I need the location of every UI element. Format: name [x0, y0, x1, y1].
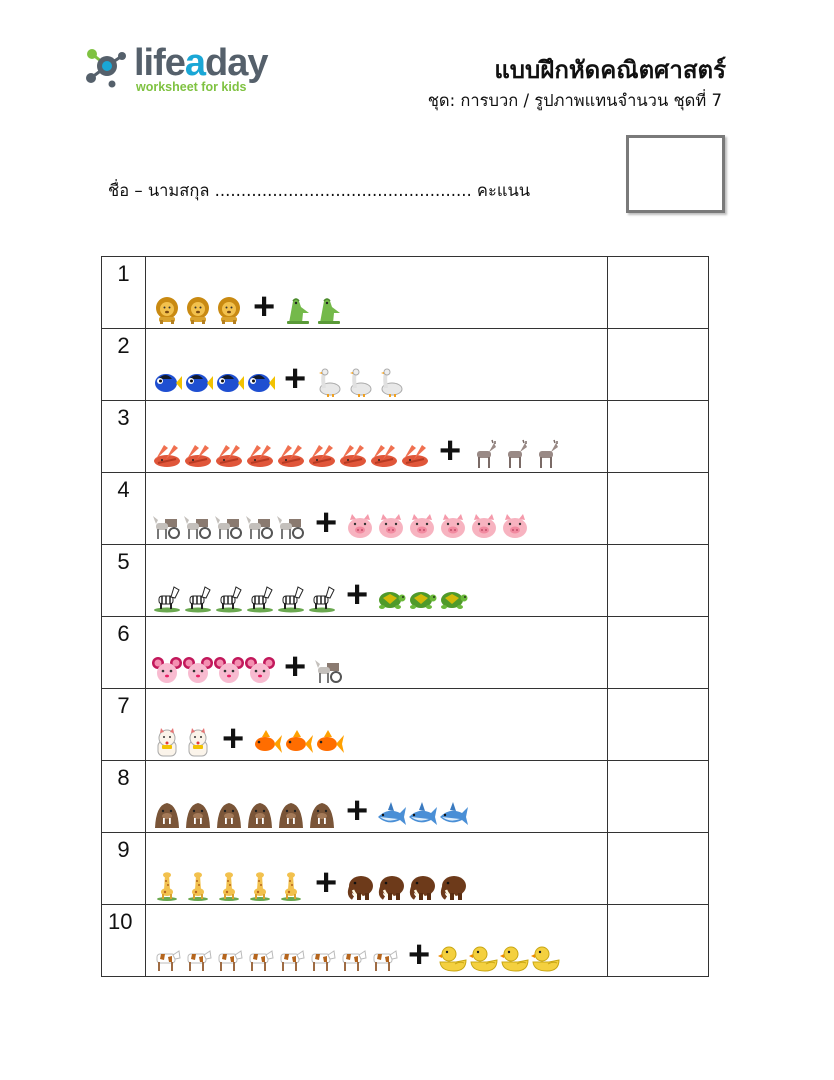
cow-icon	[152, 943, 182, 973]
duck-icon	[531, 943, 561, 973]
picture-equation	[152, 430, 562, 472]
problem-right-group	[469, 439, 562, 469]
problem-left-group	[152, 295, 245, 325]
mouse-icon	[183, 655, 213, 685]
lobster-icon	[214, 439, 244, 469]
lifeaday-logo	[82, 40, 282, 100]
answer-cell[interactable]	[608, 689, 709, 761]
logo-wordmark: lifeaday	[134, 42, 268, 84]
problem-number: 8	[102, 761, 146, 833]
pig-icon	[345, 511, 375, 541]
plus-sign: +	[314, 862, 338, 904]
pig-icon	[438, 511, 468, 541]
problem-pictures	[145, 545, 607, 617]
problem-pictures	[145, 905, 607, 977]
worksheet-subtitle: ชุด: การบวก / รูปภาพแทนจำนวน ชุดที่ 7	[427, 91, 722, 110]
walrus-icon	[152, 799, 182, 829]
problem-right-group	[376, 583, 469, 613]
problem-row	[102, 473, 709, 545]
lobster-icon	[400, 439, 430, 469]
problem-right-group	[252, 727, 345, 757]
lobster-icon	[152, 439, 182, 469]
giraffe-icon	[152, 871, 182, 901]
donkey-cart-icon	[276, 511, 306, 541]
zebra-icon	[276, 583, 306, 613]
pig-icon	[500, 511, 530, 541]
problem-left-group	[152, 871, 307, 901]
lucky-cat-icon	[152, 727, 182, 757]
duck-icon	[469, 943, 499, 973]
problem-right-group	[314, 655, 345, 685]
donkey-icon	[500, 439, 530, 469]
problem-left-group	[152, 583, 338, 613]
pig-icon	[407, 511, 437, 541]
mammoth-icon	[345, 871, 375, 901]
answer-cell[interactable]	[608, 329, 709, 401]
problem-number: 5	[102, 545, 146, 617]
problem-number: 6	[102, 617, 146, 689]
zebra-icon	[183, 583, 213, 613]
cow-icon	[307, 943, 337, 973]
duck-icon	[438, 943, 468, 973]
plus-sign: +	[345, 790, 369, 832]
plus-sign: +	[407, 934, 431, 976]
zebra-icon	[152, 583, 182, 613]
problem-number: 7	[102, 689, 146, 761]
answer-cell[interactable]	[608, 401, 709, 473]
lobster-icon	[276, 439, 306, 469]
shark-icon	[438, 799, 468, 829]
mouse-icon	[214, 655, 244, 685]
pig-icon	[376, 511, 406, 541]
lucky-cat-icon	[183, 727, 213, 757]
problem-pictures	[145, 761, 607, 833]
fish-icon	[245, 367, 275, 397]
picture-equation	[152, 790, 469, 832]
lion-icon	[183, 295, 213, 325]
problem-left-group	[152, 799, 338, 829]
problem-row	[102, 329, 709, 401]
walrus-icon	[183, 799, 213, 829]
donkey-cart-icon	[152, 511, 182, 541]
answer-cell[interactable]	[608, 617, 709, 689]
goldfish-icon	[252, 727, 282, 757]
problem-right-group	[283, 295, 345, 325]
goldfish-icon	[314, 727, 344, 757]
cow-icon	[369, 943, 399, 973]
plus-sign: +	[252, 286, 276, 328]
cow-icon	[183, 943, 213, 973]
problem-left-group	[152, 439, 431, 469]
problem-number: 4	[102, 473, 146, 545]
walrus-icon	[276, 799, 306, 829]
lion-icon	[214, 295, 244, 325]
problem-row	[102, 833, 709, 905]
problem-pictures	[145, 689, 607, 761]
answer-cell[interactable]	[608, 473, 709, 545]
cow-icon	[276, 943, 306, 973]
picture-equation	[152, 862, 469, 904]
turtle-icon	[407, 583, 437, 613]
worksheet-title: แบบฝึกหัดคณิตศาสตร์	[494, 56, 726, 84]
student-name-line[interactable]: ชื่อ – นามสกุล ................................................. คะแนน	[108, 181, 531, 200]
goldfish-icon	[283, 727, 313, 757]
problem-left-group	[152, 367, 276, 397]
problem-pictures	[145, 329, 607, 401]
problem-row	[102, 689, 709, 761]
crocodile-icon	[283, 295, 313, 325]
cow-icon	[214, 943, 244, 973]
problem-row	[102, 545, 709, 617]
walrus-icon	[214, 799, 244, 829]
problem-right-group	[314, 367, 407, 397]
walrus-icon	[245, 799, 275, 829]
goose-icon	[314, 367, 344, 397]
fish-icon	[152, 367, 182, 397]
walrus-icon	[307, 799, 337, 829]
answer-cell[interactable]	[608, 905, 709, 977]
problem-left-group	[152, 655, 276, 685]
goose-icon	[345, 367, 375, 397]
picture-equation	[152, 646, 345, 688]
problem-row	[102, 401, 709, 473]
problem-number: 1	[102, 257, 146, 329]
picture-equation	[152, 358, 407, 400]
problem-right-group	[438, 943, 562, 973]
lobster-icon	[183, 439, 213, 469]
problem-right-group	[345, 871, 469, 901]
lion-icon	[152, 295, 182, 325]
donkey-cart-icon	[214, 511, 244, 541]
lobster-icon	[338, 439, 368, 469]
giraffe-icon	[183, 871, 213, 901]
problem-left-group	[152, 511, 307, 541]
donkey-icon	[531, 439, 561, 469]
mammoth-icon	[438, 871, 468, 901]
mouse-icon	[245, 655, 275, 685]
problem-pictures	[145, 833, 607, 905]
problem-table	[101, 256, 709, 977]
answer-cell[interactable]	[608, 833, 709, 905]
zebra-icon	[214, 583, 244, 613]
turtle-icon	[438, 583, 468, 613]
problem-pictures	[145, 401, 607, 473]
problem-row	[102, 905, 709, 977]
plus-sign: +	[283, 358, 307, 400]
problem-number: 10	[102, 905, 146, 977]
picture-equation	[152, 502, 531, 544]
giraffe-icon	[245, 871, 275, 901]
zebra-icon	[245, 583, 275, 613]
plus-sign: +	[345, 574, 369, 616]
picture-equation	[152, 718, 345, 760]
problem-left-group	[152, 727, 214, 757]
turtle-icon	[376, 583, 406, 613]
problem-number: 9	[102, 833, 146, 905]
goose-icon	[376, 367, 406, 397]
plus-sign: +	[438, 430, 462, 472]
donkey-cart-icon	[183, 511, 213, 541]
molecule-logo-icon	[82, 42, 132, 90]
answer-cell[interactable]	[608, 761, 709, 833]
mammoth-icon	[376, 871, 406, 901]
problem-number: 2	[102, 329, 146, 401]
problem-row	[102, 257, 709, 329]
problem-row	[102, 617, 709, 689]
donkey-cart-icon	[245, 511, 275, 541]
problem-number: 3	[102, 401, 146, 473]
shark-icon	[376, 799, 406, 829]
plus-sign: +	[283, 646, 307, 688]
donkey-cart-icon	[314, 655, 344, 685]
mammoth-icon	[407, 871, 437, 901]
mouse-icon	[152, 655, 182, 685]
duck-icon	[500, 943, 530, 973]
picture-equation	[152, 574, 469, 616]
problem-pictures	[145, 473, 607, 545]
picture-equation	[152, 286, 345, 328]
logo-tagline: worksheet for kids	[136, 80, 247, 94]
problem-row	[102, 761, 709, 833]
problem-left-group	[152, 943, 400, 973]
problem-pictures	[145, 257, 607, 329]
zebra-icon	[307, 583, 337, 613]
pig-icon	[469, 511, 499, 541]
plus-sign: +	[221, 718, 245, 760]
crocodile-icon	[314, 295, 344, 325]
shark-icon	[407, 799, 437, 829]
lobster-icon	[245, 439, 275, 469]
fish-icon	[214, 367, 244, 397]
problem-pictures	[145, 617, 607, 689]
donkey-icon	[469, 439, 499, 469]
score-box[interactable]	[626, 135, 725, 213]
plus-sign: +	[314, 502, 338, 544]
answer-cell[interactable]	[608, 257, 709, 329]
giraffe-icon	[276, 871, 306, 901]
cow-icon	[338, 943, 368, 973]
answer-cell[interactable]	[608, 545, 709, 617]
cow-icon	[245, 943, 275, 973]
problem-right-group	[376, 799, 469, 829]
lobster-icon	[307, 439, 337, 469]
giraffe-icon	[214, 871, 244, 901]
picture-equation	[152, 934, 562, 976]
lobster-icon	[369, 439, 399, 469]
fish-icon	[183, 367, 213, 397]
problem-right-group	[345, 511, 531, 541]
